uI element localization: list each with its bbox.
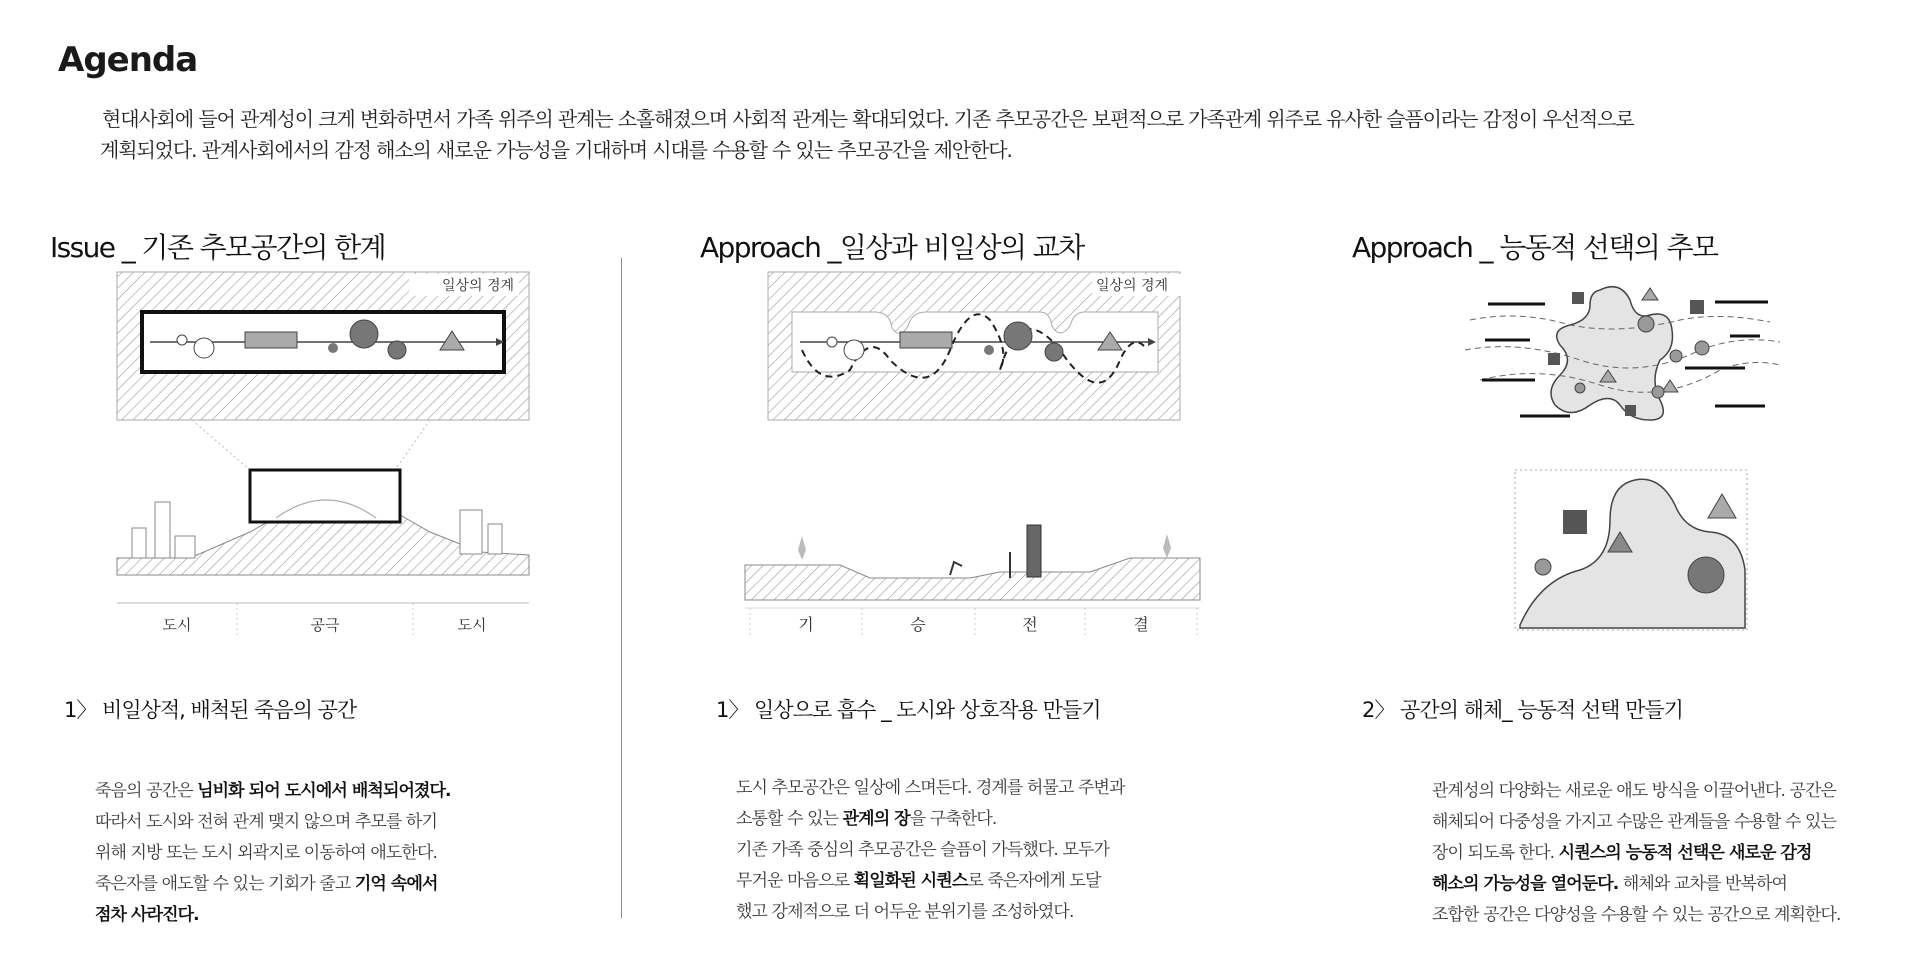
city-bldg-5: [488, 524, 502, 554]
approach-2-body-line-4: [1432, 869, 1841, 900]
intro-paragraph: [102, 104, 1822, 166]
kneeling-figure: [950, 562, 962, 575]
issue-body-line-3: 위해 지방 또는 도시 외곽지로 이동하여 애도한다.: [95, 843, 437, 863]
node-open: [844, 340, 864, 360]
ground-label-city-right: 도시: [457, 616, 487, 634]
city-bldg-1: [132, 528, 146, 558]
city-bldg-2: [155, 502, 170, 558]
issue-body: [95, 776, 451, 931]
approach-2-body-emphasis: 시퀀스의 능동적 선택은 새로운 감정: [1558, 843, 1812, 863]
terrain-sequence: [745, 558, 1200, 600]
square-1: [1572, 292, 1584, 304]
approach-1-subtitle: 1〉 일상으로 흡수 _ 도시와 상호작용 만들기: [716, 698, 1101, 722]
approach-1-body: [736, 773, 1125, 928]
triangle-3: [1662, 380, 1678, 392]
node-large: [1004, 322, 1032, 350]
issue-body-line-5: [95, 900, 451, 931]
approach-1-body-emphasis: 획일화된 시퀀스: [853, 871, 968, 891]
approach-1-body-line-2: [736, 804, 1125, 835]
dissolved-blob: [1551, 287, 1673, 420]
node-large: [350, 320, 378, 348]
approach-2-body-line-3: [1432, 838, 1841, 869]
square-3: [1548, 353, 1560, 365]
square-4: [1625, 405, 1636, 416]
ground-label-void: 공극: [310, 616, 340, 634]
approach-2-body-text: 해체와 교차를 반복하여: [1618, 874, 1788, 894]
approach-1-body-text: 로 죽은자에게 도달: [967, 871, 1101, 891]
circle-5: [1652, 386, 1664, 398]
issue-body-line-1: [95, 776, 451, 807]
tree-right: [1163, 534, 1171, 558]
ground-label-seung: 승: [910, 615, 926, 634]
approach-1-body-line-4: [736, 866, 1125, 897]
ground-label-jeon: 전: [1022, 615, 1038, 634]
issue-diagram: [100, 260, 560, 640]
circle-2: [1670, 350, 1682, 362]
ground-label-gyeol: 결: [1133, 615, 1149, 634]
approach-1-body-text: 을 구축한다.: [909, 809, 997, 829]
approach-2-body-line-1: 관계성의 다양화는 새로운 애도 방식을 이끌어낸다. 공간은: [1432, 781, 1837, 801]
boundary-label: 일상의 경계: [442, 278, 515, 294]
issue-body-emphasis: 기억 속에서: [354, 874, 438, 894]
node-medium: [388, 341, 406, 359]
detail-circle-small: [1535, 559, 1551, 575]
node-small: [177, 335, 187, 345]
zoom-line-left: [192, 420, 250, 470]
issue-body-text: 죽음의 공간은: [95, 781, 198, 801]
issue-body-emphasis: 점차 사라진다.: [95, 905, 199, 925]
approach-1-body-text: 소통할 수 있는: [736, 809, 843, 829]
triangle-1: [1642, 288, 1658, 300]
approach-1-heading: Approach _일상과 비일상의 교차: [700, 231, 1084, 264]
approach-1-body-line-5: 했고 강제적으로 더 어두운 분위기를 조성하였다.: [736, 902, 1074, 922]
issue-subtitle: 1〉 비일상적, 배척된 죽음의 공간: [64, 698, 357, 722]
monolith: [1027, 525, 1041, 577]
detail-circle-large: [1688, 557, 1724, 593]
issue-body-emphasis: 님비화 되어 도시에서 배척되어졌다.: [197, 781, 451, 801]
issue-heading: Issue _ 기존 추모공간의 한계: [50, 231, 386, 264]
intro-line-2: 계획되었다. 관계사회에서의 감정 해소의 새로운 가능성을 기대하며 시대를 수용할 수 있는 추모공간을 제안한다.: [100, 138, 1012, 162]
approach-2-body-line-2: 해체되어 다중성을 가지고 수많은 관계들을 수용할 수 있는: [1432, 812, 1837, 832]
approach-2-body-emphasis: 해소의 가능성을 열어둔다.: [1432, 874, 1619, 894]
boundary-label: 일상의 경계: [1096, 278, 1169, 294]
approach-1-body-emphasis: 관계의 장: [842, 809, 910, 829]
approach-1-diagram: [740, 260, 1210, 640]
node-block: [245, 332, 297, 348]
circle-3: [1695, 341, 1709, 355]
approach-2-body-text: 장이 되도록 한다.: [1432, 843, 1559, 863]
intro-line-1: 현대사회에 들어 관계성이 크게 변화하면서 가족 위주의 관계는 소홀해졌으며 사회적 관계는 확대되었다. 기존 추모공간은 보편적으로 가족관계 위주로 유사한 슬픔이라는 감정이 우선적으로: [102, 107, 1634, 131]
circle-4: [1575, 383, 1585, 393]
issue-body-line-2: 따라서 도시와 전혀 관계 맺지 않으며 추모를 하기: [95, 812, 437, 832]
node-block: [900, 332, 952, 348]
city-bldg-3: [175, 536, 195, 558]
issue-body-line-4: [95, 869, 451, 900]
column-divider: [621, 258, 622, 918]
approach-2-diagram: [1460, 270, 1800, 640]
approach-2-subtitle: 2〉 공간의 해체_ 능동적 선택 만들기: [1362, 698, 1683, 722]
memorial-frame: [250, 470, 400, 522]
approach-2-body: [1432, 776, 1841, 931]
issue-body-text: 죽은자를 애도할 수 있는 기회가 줄고: [95, 874, 355, 894]
approach-1-body-text: 무거운 마음으로: [736, 871, 854, 891]
sequence-arrow: [1148, 338, 1156, 346]
approach-1-body-line-1: 도시 추모공간은 일상에 스며든다. 경계를 허물고 주변과: [736, 778, 1125, 798]
detail-square: [1563, 510, 1587, 534]
square-2: [1690, 300, 1704, 314]
approach-2-heading: Approach _ 능동적 선택의 추모: [1352, 231, 1718, 264]
approach-1-body-line-3: 기존 가족 중심의 추모공간은 슬픔이 가득했다. 모두가: [736, 840, 1110, 860]
zoom-line-right: [395, 420, 430, 470]
tree-left: [798, 536, 806, 560]
node-dot: [984, 345, 994, 355]
node-small: [827, 337, 837, 347]
ground-label-gi: 기: [798, 615, 814, 634]
ground-label-city-left: 도시: [162, 616, 192, 634]
circle-1: [1638, 316, 1654, 332]
approach-2-body-line-5: 조합한 공간은 다양성을 수용할 수 있는 공간으로 계획한다.: [1432, 905, 1841, 925]
node-medium: [1045, 343, 1063, 361]
city-bldg-4: [460, 510, 482, 554]
node-triangle: [1098, 332, 1122, 350]
page-title: Agenda: [58, 40, 198, 80]
node-open: [194, 338, 214, 358]
node-dot: [328, 343, 338, 353]
